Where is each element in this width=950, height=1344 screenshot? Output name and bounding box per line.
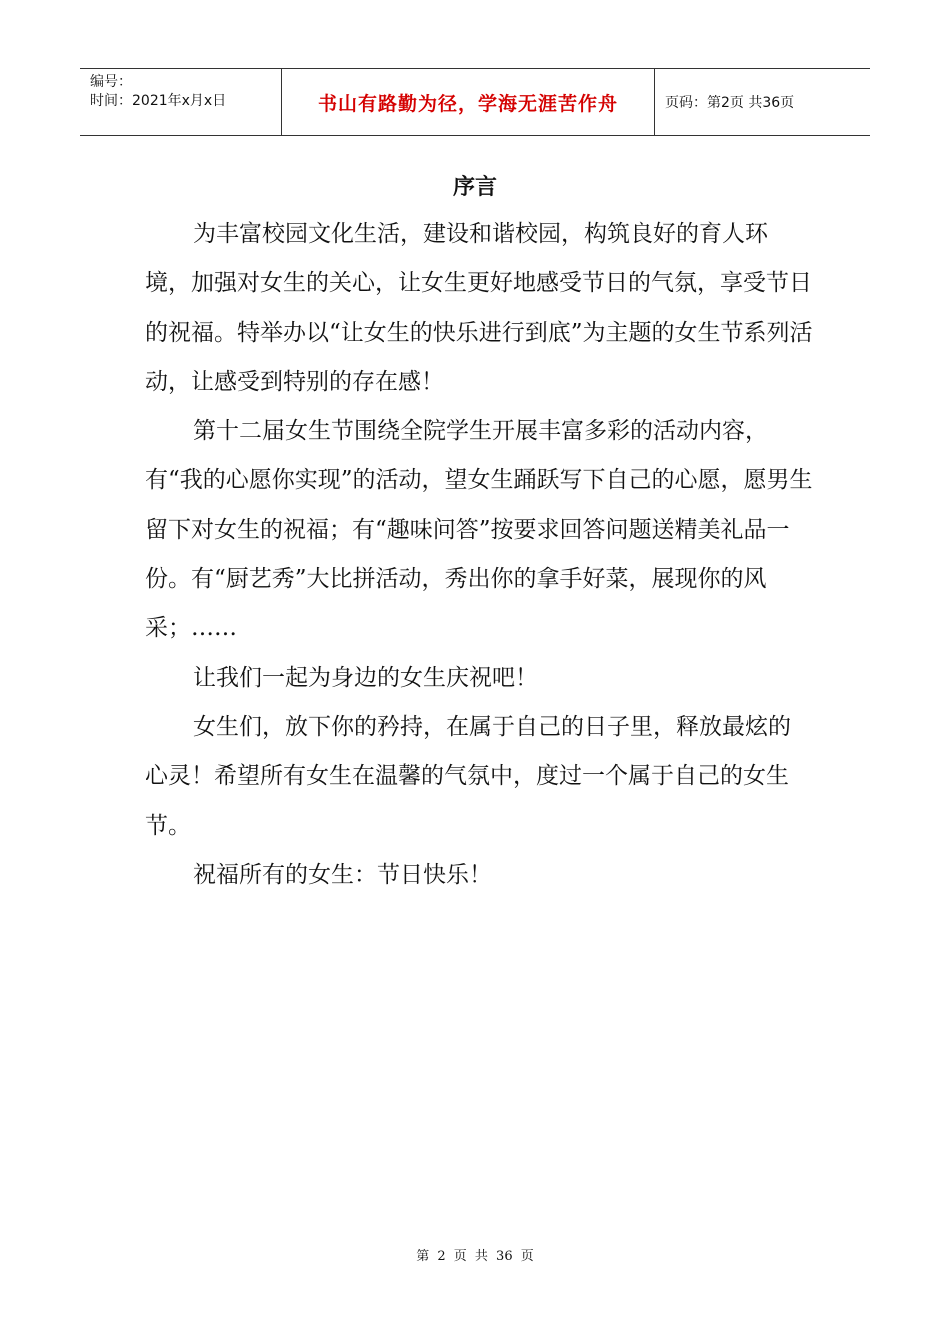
page-title: 序言 bbox=[452, 174, 497, 200]
header-page-info: 页码：第2页 共36页 bbox=[665, 95, 795, 111]
header-table bbox=[80, 68, 870, 136]
serial-label: 编号： bbox=[90, 74, 132, 90]
paragraph-encourage: 女生们，放下你的矜持，在属于自己的日子里，释放最炫的心灵！希望所有女生在温馨的气氛中，度过一个属于自己的女生节。 bbox=[145, 713, 791, 839]
paragraph-blessing: 祝福所有的女生：节日快乐！ bbox=[193, 861, 492, 888]
header-motto: 书山有路勤为径，学海无涯苦作舟 bbox=[282, 69, 655, 135]
date-label: 时间：2021年x月x日 bbox=[90, 93, 227, 109]
header-meta bbox=[80, 69, 282, 135]
paragraph-celebrate: 让我们一起为身边的女生庆祝吧！ bbox=[193, 664, 538, 691]
paragraph-activities: 第十二届女生节围绕全院学生开展丰富多彩的活动内容，有“我的心愿你实现”的活动，望女生踊跃写下自己的心愿，愿男生留下对女生的祝福；有“趣味问答”按要求回答问题送精美礼品一份。有“厨艺秀”大比拼活动，秀出你的拿手好菜，展现你的风采；…… bbox=[145, 418, 813, 642]
page-footer: 第 2 页 共 36 页 bbox=[416, 1249, 534, 1264]
document-body bbox=[145, 210, 813, 900]
paragraph-intro: 为丰富校园文化生活，建设和谐校园，构筑良好的育人环境，加强对女生的关心，让女生更好地感受节日的气氛，享受节日的祝福。特举办以“让女生的快乐进行到底”为主题的女生节系列活动，让感受到特别的存在感！ bbox=[145, 221, 813, 395]
